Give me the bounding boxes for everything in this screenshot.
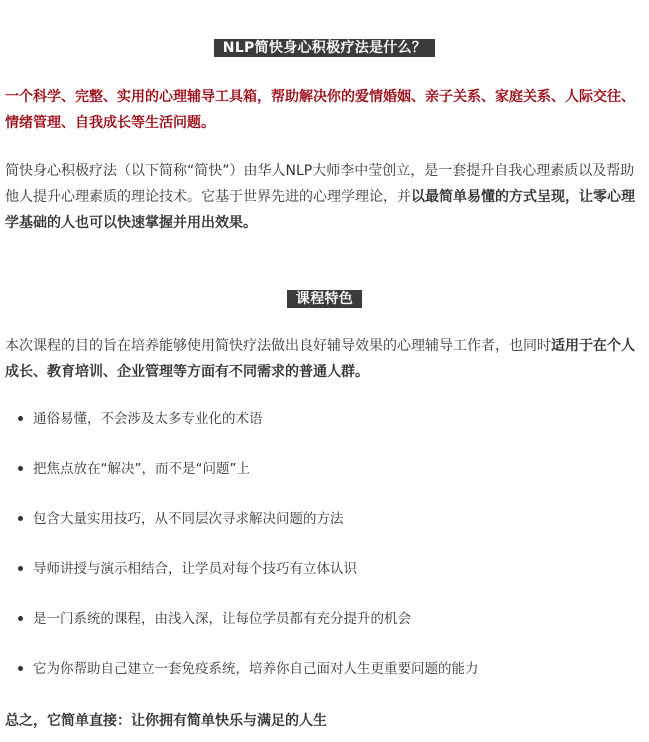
section-heading-what-is-nlp: [0, 37, 649, 57]
summary-line: 总之，它简单直接：让你拥有简单快乐与满足的人生: [5, 713, 327, 729]
list-item: [0, 610, 649, 660]
intro-paragraph: [5, 158, 645, 236]
list-item: [0, 410, 649, 460]
feature-text: 是一门系统的课程，由浅入深，让每位学员都有充分提升的机会: [33, 611, 411, 627]
feature-text: 通俗易懂，不会涉及太多专业化的术语: [33, 411, 263, 427]
section-heading-course-features: [0, 288, 649, 308]
section-title-badge: 课程特色: [287, 290, 362, 308]
bullet-icon: [18, 566, 23, 571]
bullet-icon: [18, 616, 23, 621]
list-item: [0, 560, 649, 610]
bullet-icon: [18, 466, 23, 471]
feature-text: 它为你帮助自己建立一套免疫系统，培养你自己面对人生更重要问题的能力: [33, 661, 479, 677]
tagline-paragraph: 一个科学、完整、实用的心理辅导工具箱，帮助解决你的爱情婚姻、亲子关系、家庭关系、人际交往、情绪管理、自我成长等生活问题。: [5, 89, 635, 131]
course-intro-bold-text: 适用于在个人成长、教育培训、企业管理等方面有不同需求的普通人群。: [5, 338, 635, 380]
feature-text: 包含大量实用技巧，从不同层次寻求解决问题的方法: [33, 511, 344, 527]
list-item: [0, 660, 649, 710]
list-item: [0, 460, 649, 510]
bullet-icon: [18, 416, 23, 421]
list-item: [0, 510, 649, 560]
intro-bold-text: 以最简单易懂的方式呈现，让零心理学基础的人也可以快速掌握并用出效果。: [5, 189, 635, 231]
feature-text: 导师讲授与演示相结合，让学员对每个技巧有立体认识: [33, 561, 357, 577]
course-intro-paragraph: [5, 333, 645, 385]
section-title-badge: NLP简快身心积极疗法是什么？: [214, 39, 435, 57]
feature-list: [0, 410, 649, 710]
bullet-icon: [18, 516, 23, 521]
bullet-icon: [18, 666, 23, 671]
course-intro-text: 本次课程的目的旨在培养能够使用简快疗法做出良好辅导效果的心理辅导工作者，也同时: [5, 338, 551, 354]
intro-text: 简快身心积极疗法（以下简称“简快”）由华人NLP大师李中莹创立，是一套提升自我心理素质以及帮助他人提升心理素质的理论技术。它基于世界先进的心理学理论，并: [5, 163, 635, 205]
feature-text: 把焦点放在“解决”，而不是“问题”上: [33, 461, 250, 477]
